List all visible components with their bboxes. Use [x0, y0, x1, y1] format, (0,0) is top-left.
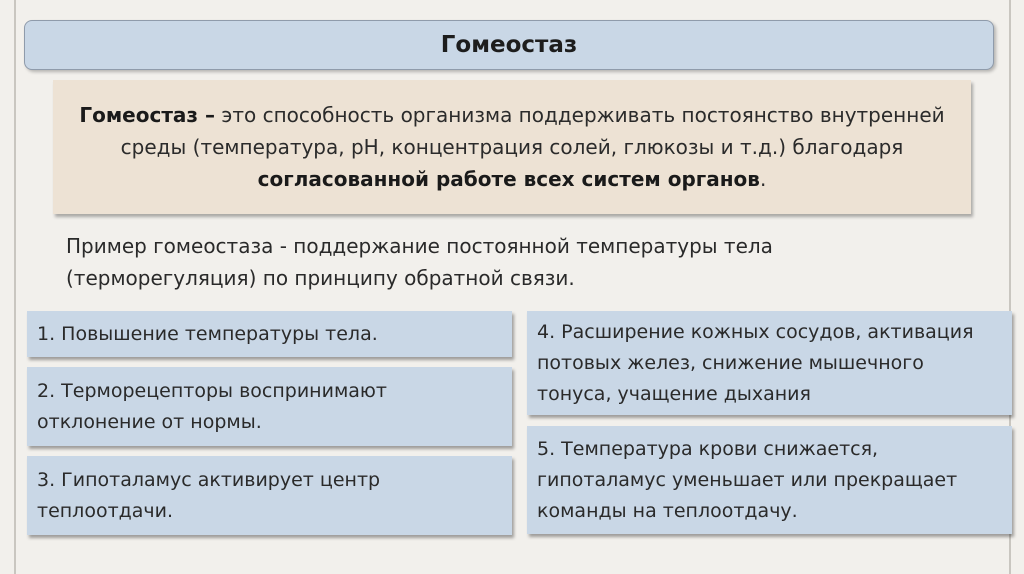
definition-end: .	[759, 167, 767, 191]
frame-line-left	[14, 0, 16, 574]
step-box-4	[527, 311, 1012, 415]
step-text: 4. Расширение кожных сосудов, активация потовых желез, снижение мышечного тонуса, учащение дыхания	[537, 320, 974, 405]
example-text: Пример гомеостаза - поддержание постоянной температуры тела (терморегуляция) по принципу обратной связи.	[66, 234, 773, 290]
step-box-5	[527, 426, 1012, 534]
slide-title: Гомеостаз	[440, 32, 578, 58]
definition-text: это способность организма поддерживать постоянство внутренней среды (температура, pH, концентрация солей, глюкозы и т.д.) благодаря	[120, 103, 945, 159]
step-text: 3. Гипоталамус активирует центр теплоотдачи.	[37, 468, 381, 522]
title-bar	[24, 20, 994, 70]
step-text: 1. Повышение температуры тела.	[37, 322, 378, 345]
definition-box	[53, 80, 971, 214]
definition-emphasis: согласованной работе всех систем органов	[257, 167, 760, 191]
step-box-1	[27, 311, 512, 357]
definition-term: Гомеостаз –	[79, 103, 216, 127]
step-text: 2. Терморецепторы воспринимают отклонение от нормы.	[37, 379, 387, 433]
step-box-3	[27, 456, 512, 535]
step-box-2	[27, 367, 512, 446]
step-text: 5. Температура крови снижается, гипоталамус уменьшает или прекращает команды на теплоотдачу.	[537, 437, 958, 522]
